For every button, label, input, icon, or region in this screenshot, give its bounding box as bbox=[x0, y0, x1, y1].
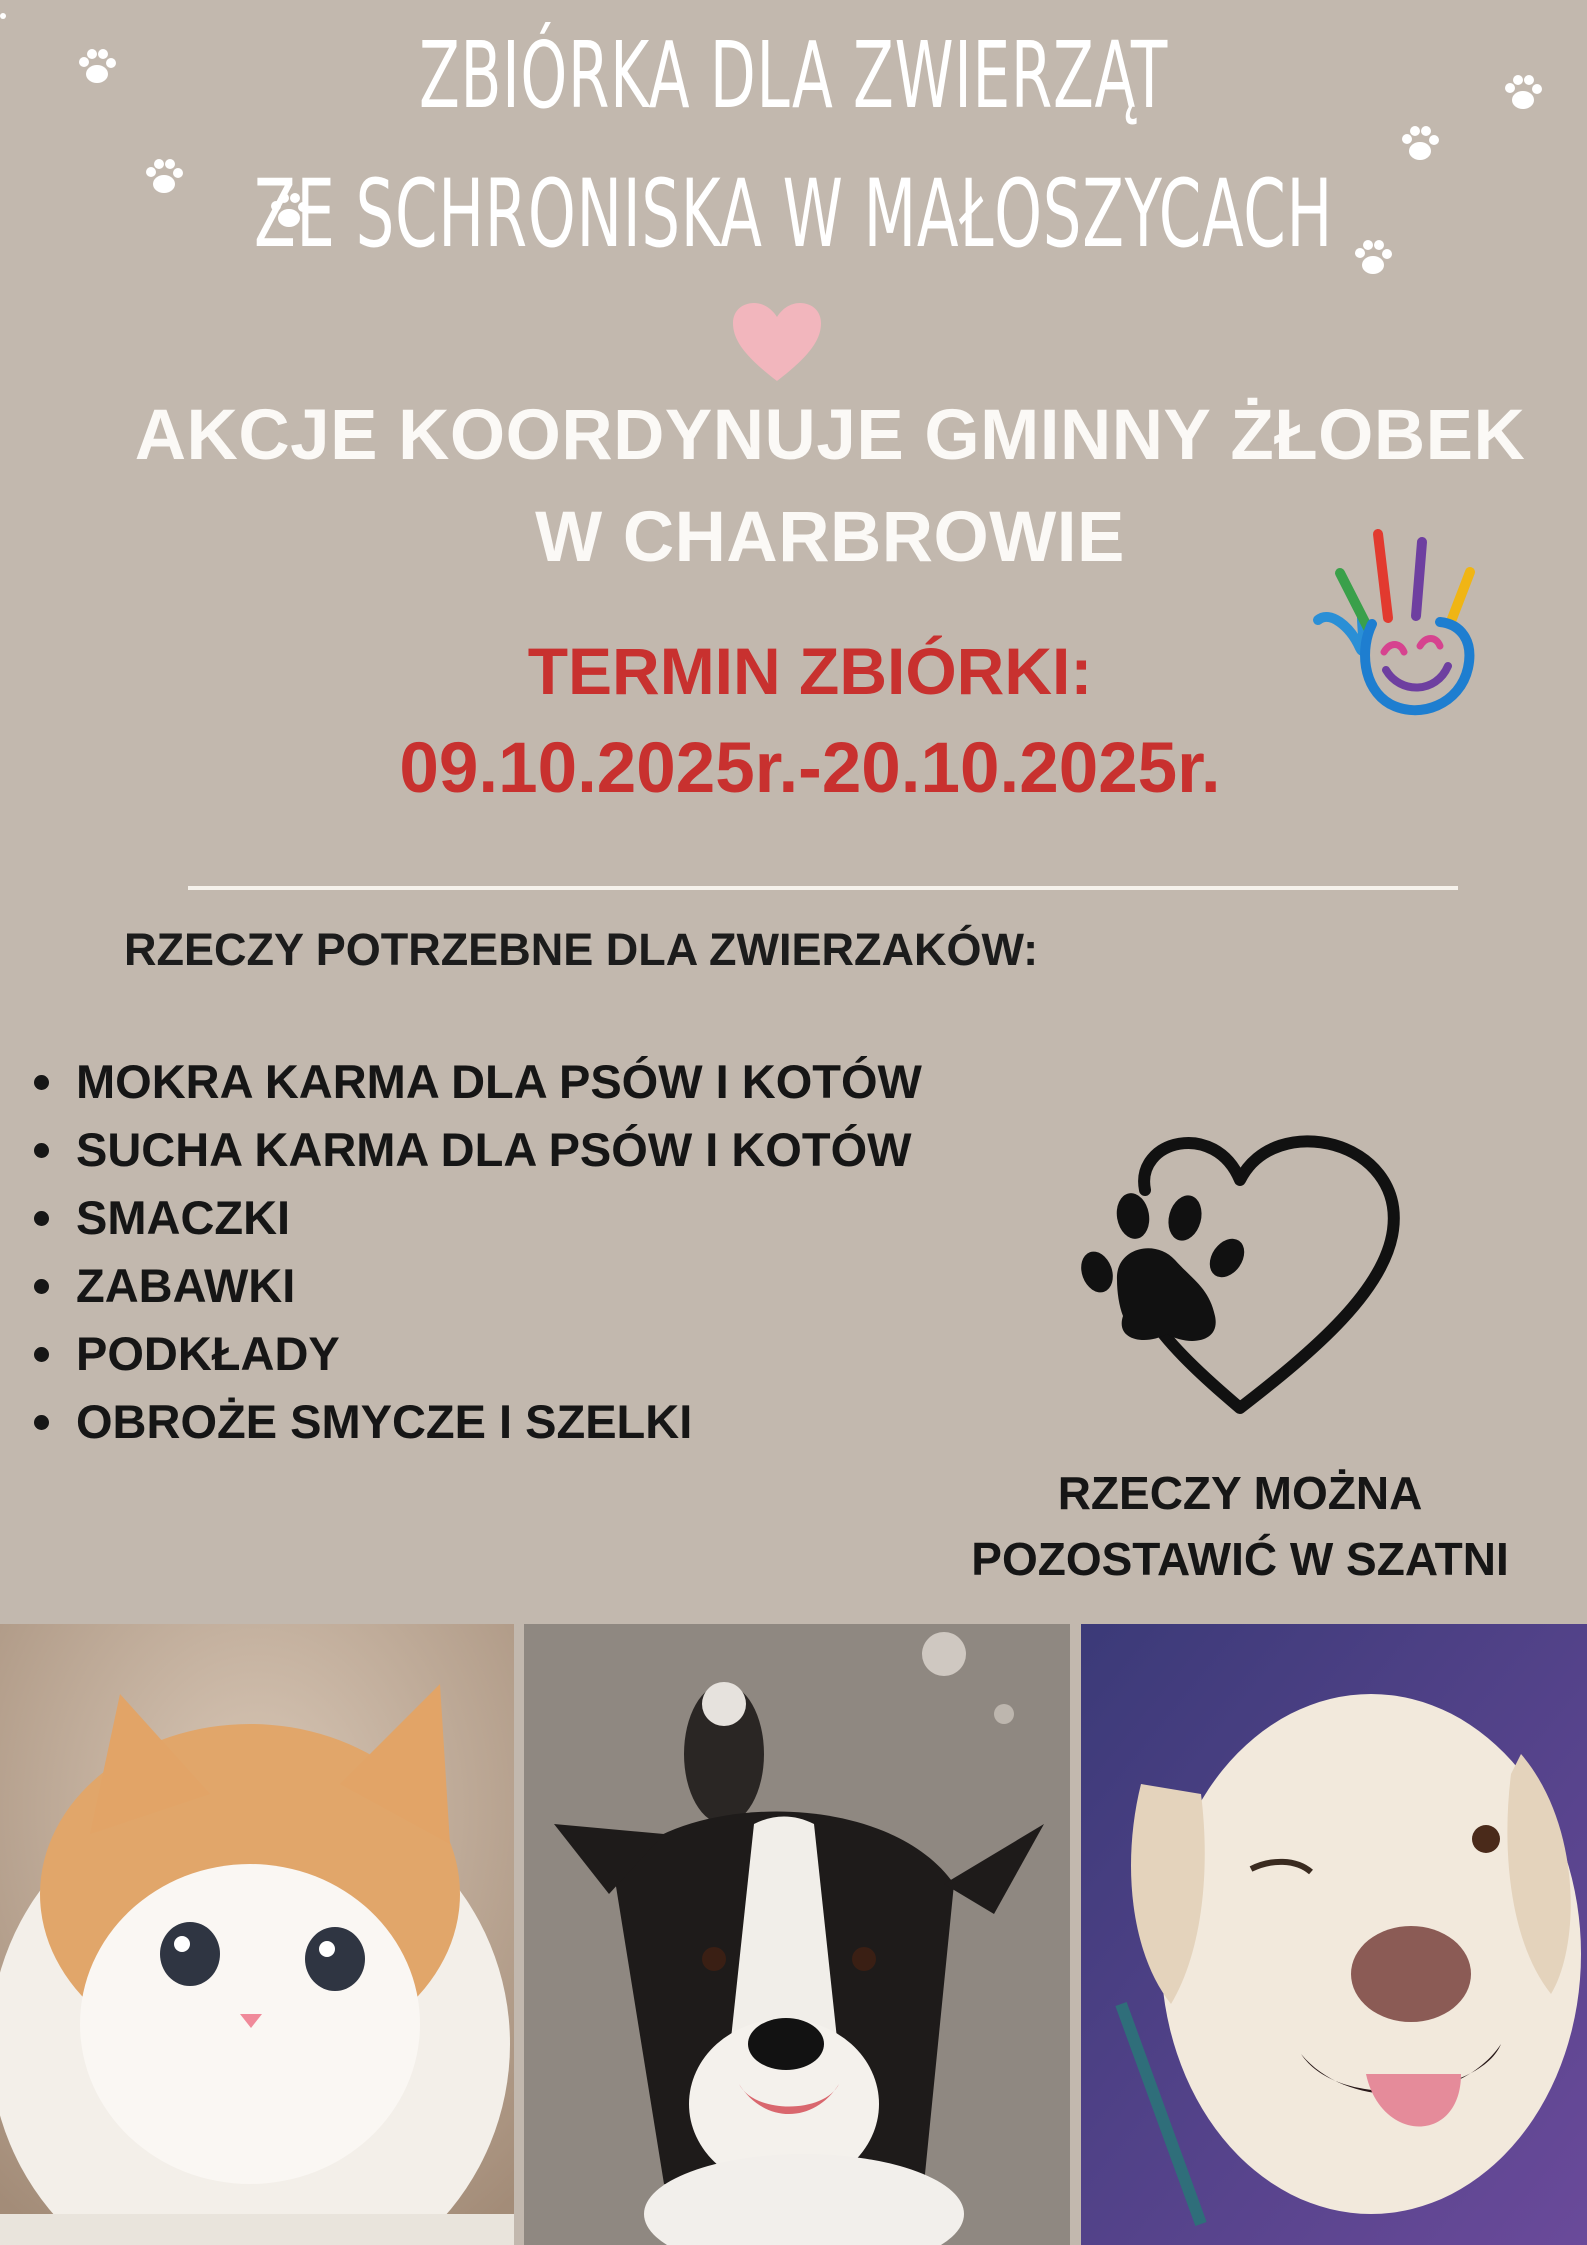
term-label: TERMIN ZBIÓRKI: bbox=[527, 634, 1093, 708]
labrador-photo bbox=[1081, 1624, 1587, 2245]
border-collie-photo bbox=[524, 1624, 1070, 2245]
list-item: ZABAWKI bbox=[30, 1252, 922, 1320]
list-item: PODKŁADY bbox=[30, 1320, 922, 1388]
coordinator-line-2: W CHARBROWIE bbox=[535, 498, 1125, 577]
needs-list bbox=[30, 1048, 922, 1456]
divider bbox=[188, 886, 1458, 890]
list-item: SUCHA KARMA DLA PSÓW I KOTÓW bbox=[30, 1116, 922, 1184]
kitten-photo bbox=[0, 1624, 514, 2245]
dropoff-line-2: POZOSTAWIĆ W SZATNI bbox=[971, 1533, 1509, 1585]
heart-icon bbox=[733, 303, 821, 383]
list-item: OBROŻE SMYCZE I SZELKI bbox=[30, 1388, 922, 1456]
term-dates: 09.10.2025r.-20.10.2025r. bbox=[399, 729, 1221, 808]
needs-title: RZECZY POTRZEBNE DLA ZWIERZAKÓW: bbox=[124, 924, 1039, 975]
list-item: SMACZKI bbox=[30, 1184, 922, 1252]
title-line-2: ZE SCHRONISKA W MAŁOSZYCACH bbox=[253, 160, 1334, 269]
coordinator-line-1: AKCJE KOORDYNUJE GMINNY ŻŁOBEK bbox=[134, 396, 1526, 475]
dropoff-line-1: RZECZY MOŻNA bbox=[1057, 1467, 1423, 1519]
paw-heart-icon bbox=[1075, 1120, 1405, 1420]
paw-icon bbox=[1402, 126, 1439, 160]
list-item: MOKRA KARMA DLA PSÓW I KOTÓW bbox=[30, 1048, 922, 1116]
paw-icon bbox=[79, 49, 116, 83]
paw-icon bbox=[146, 159, 183, 193]
title-line-1: ZBIÓRKA DLA ZWIERZĄT bbox=[418, 22, 1168, 129]
dropoff-note bbox=[940, 1460, 1540, 1592]
paw-icon bbox=[1505, 75, 1542, 109]
